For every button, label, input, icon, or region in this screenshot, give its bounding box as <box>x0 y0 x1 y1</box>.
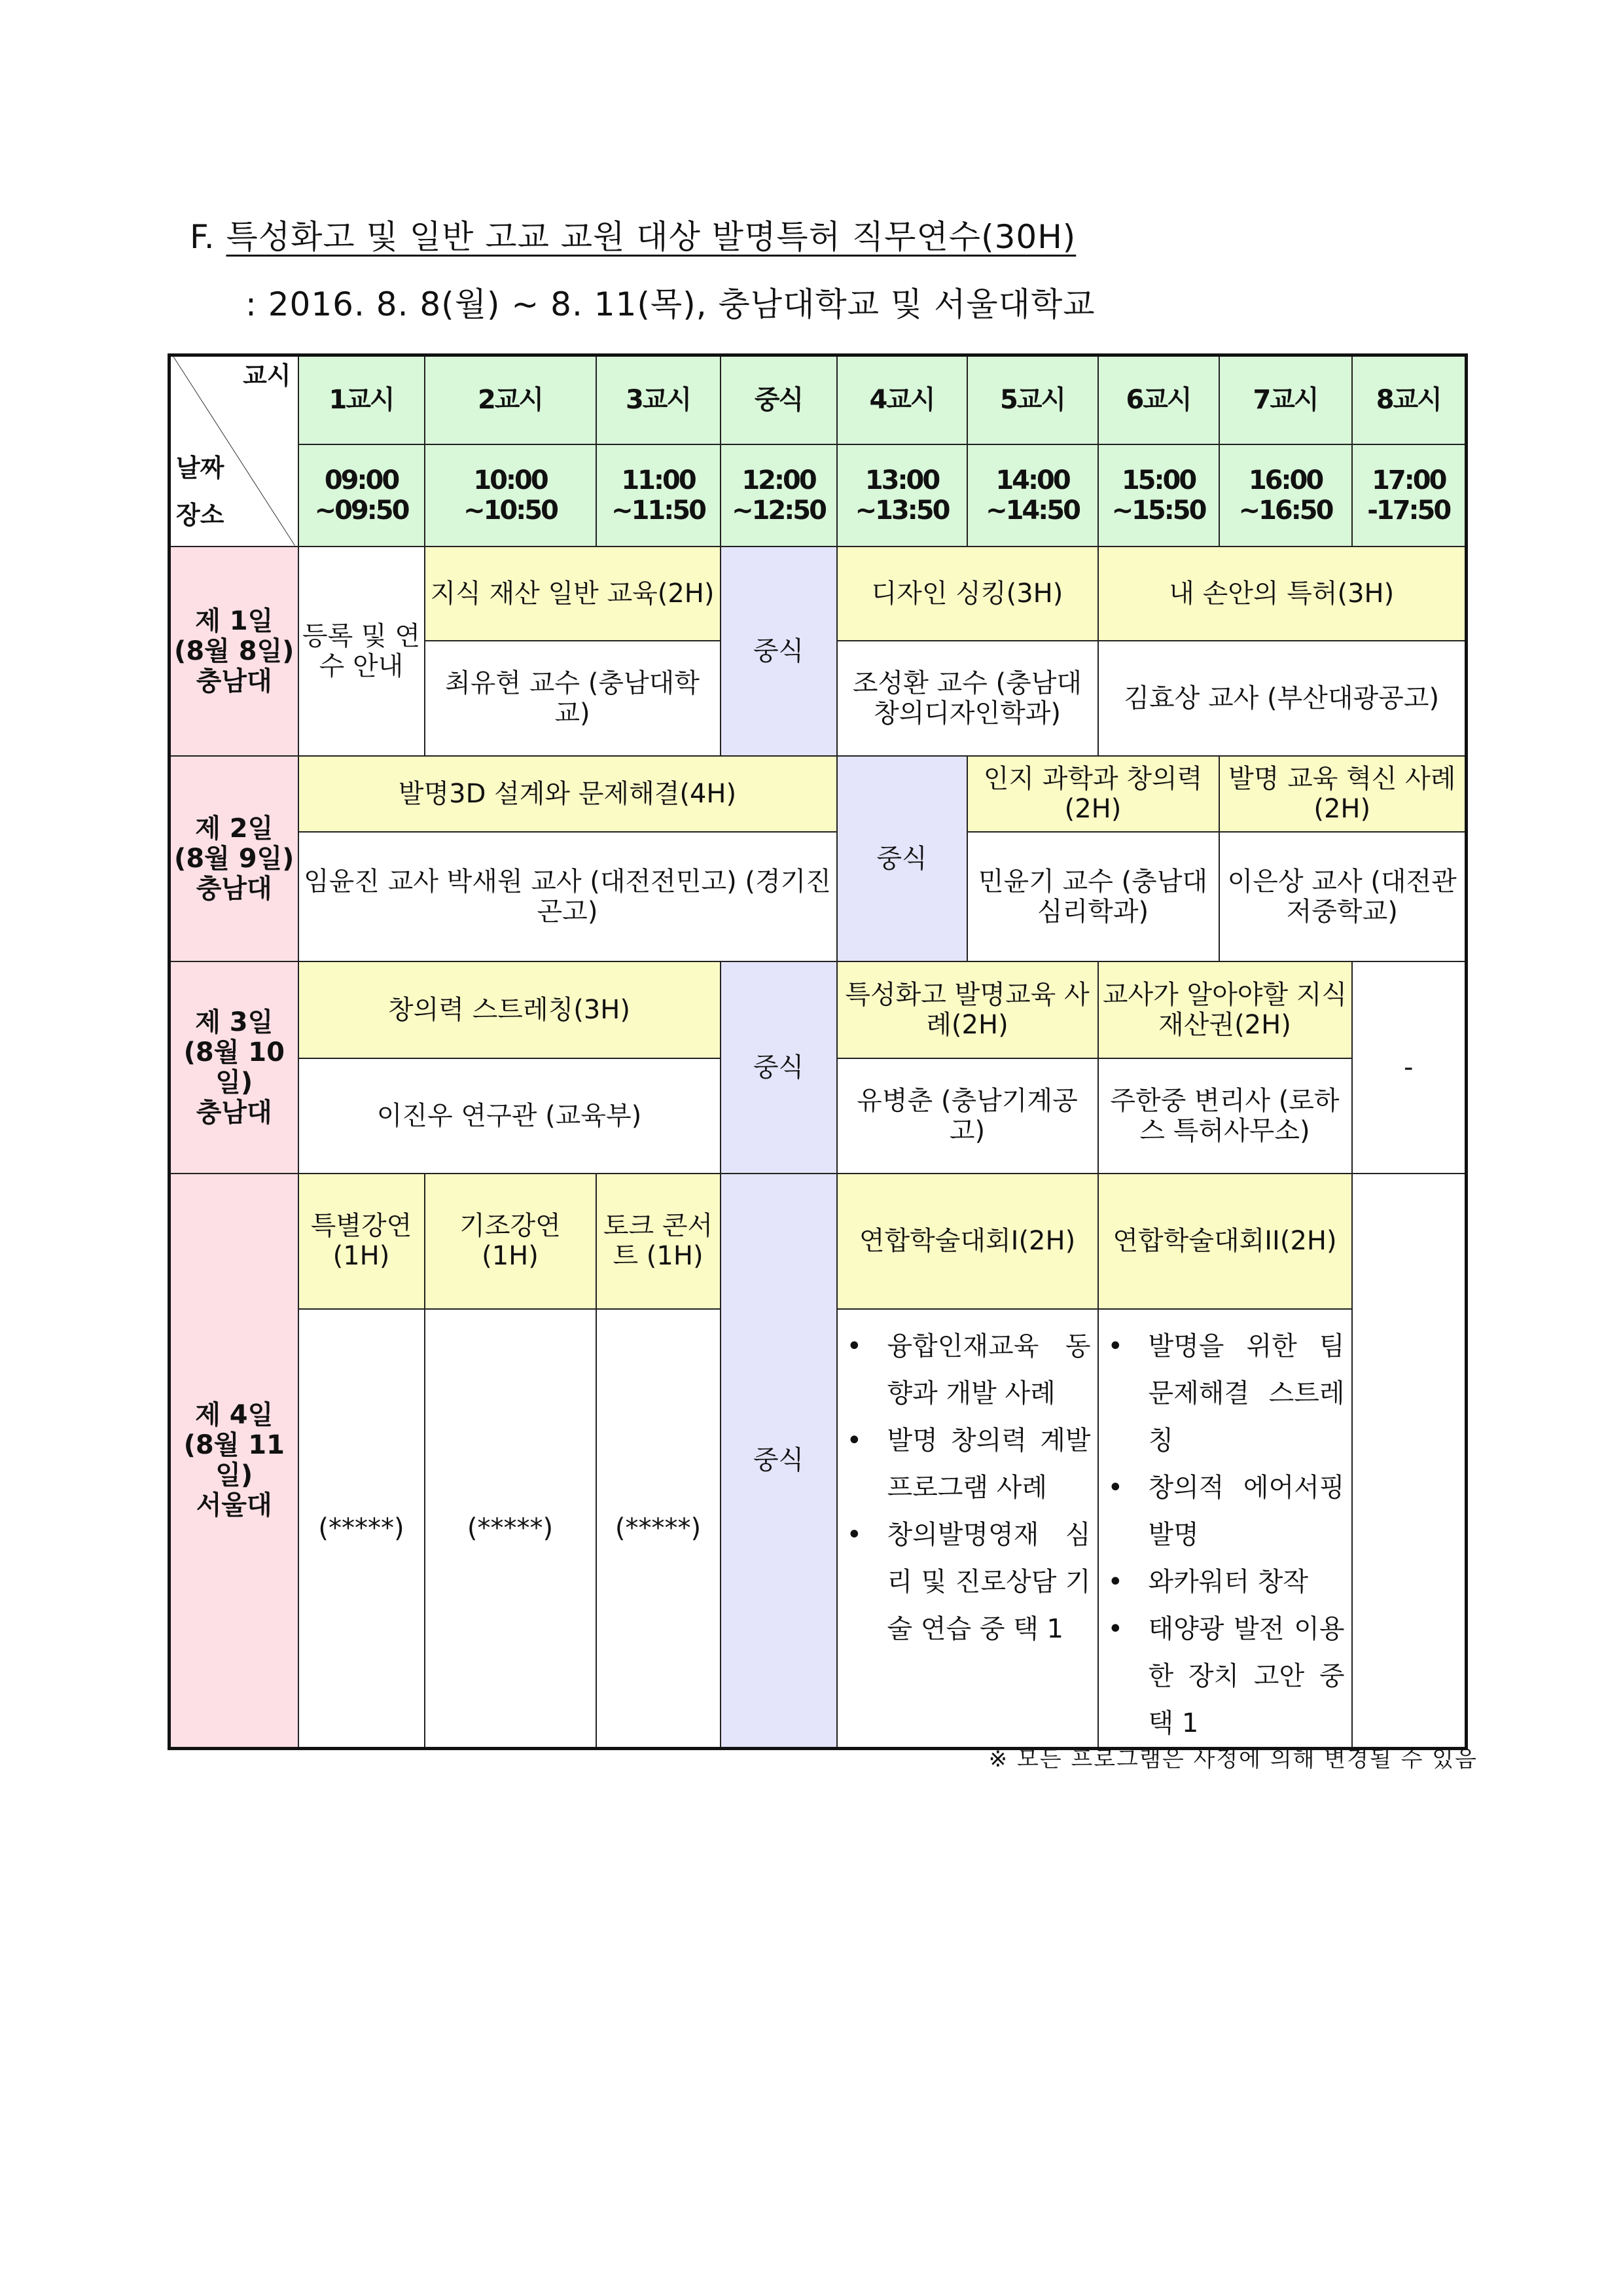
day4-talk-concert: 토크 콘서트 (1H) <box>596 1174 721 1309</box>
day4-special-lecture: 특별강연 (1H) <box>298 1174 425 1309</box>
period-8-time: 17:00 -17:50 <box>1352 444 1467 547</box>
day4-conference2-topic: 연합학술대회II(2H) <box>1098 1174 1352 1309</box>
day1-session2-topic: 디자인 싱킹(3H) <box>837 547 1098 641</box>
day4-conference1-items <box>837 1309 1098 1749</box>
lunch-header: 중식 <box>721 355 837 444</box>
day1-registration: 등록 및 연수 안내 <box>298 547 425 756</box>
day3-session1-lecturer: 이진우 연구관 (교육부) <box>298 1058 721 1174</box>
period-5-header: 5교시 <box>967 355 1098 444</box>
day3-lunch: 중식 <box>721 961 837 1174</box>
list-item: • 창의발명영재 심리 및 진로상담 기술 연습 중 택 1 <box>847 1511 1091 1653</box>
day3-session2-topic: 특성화고 발명교육 사례(2H) <box>837 961 1098 1058</box>
corner-cell <box>169 355 298 547</box>
list-item: • 창의적 에어서핑 발명 <box>1108 1464 1345 1558</box>
section-subtitle: : 2016. 8. 8(월) ~ 8. 11(목), 충남대학교 및 서울대학교 <box>245 285 1096 323</box>
day1-session3-topic: 내 손안의 특허(3H) <box>1098 547 1467 641</box>
day1-label: 제 1일 (8월 8일) 충남대 <box>169 547 298 756</box>
period-7-time: 16:00 ~16:50 <box>1219 444 1352 547</box>
day4-special-placeholder: (*****) <box>298 1309 425 1749</box>
period-7-header: 7교시 <box>1219 355 1352 444</box>
day3-label: 제 3일 (8월 10일) 충남대 <box>169 961 298 1174</box>
schedule-table <box>168 353 1468 1750</box>
day4-lunch: 중식 <box>721 1174 837 1749</box>
corner-period-label: 교시 <box>243 361 291 390</box>
section-title <box>190 211 1076 258</box>
period-2-header: 2교시 <box>425 355 596 444</box>
lunch-time: 12:00 ~12:50 <box>721 444 837 547</box>
day1-session1-topic: 지식 재산 일반 교육(2H) <box>425 547 721 641</box>
day2-session2-lecturer: 민윤기 교수 (충남대 심리학과) <box>967 832 1219 961</box>
day2-label: 제 2일 (8월 9일) 충남대 <box>169 756 298 961</box>
day1-session3-lecturer: 김효상 교사 (부산대광공고) <box>1098 641 1467 756</box>
day2-session3-lecturer: 이은상 교사 (대전관저중학교) <box>1219 832 1467 961</box>
list-item: • 발명 창의력 계발 프로그램 사례 <box>847 1417 1091 1511</box>
day3-session2-lecturer: 유병춘 (충남기계공고) <box>837 1058 1098 1174</box>
day2-session2-topic: 인지 과학과 창의력(2H) <box>967 756 1219 832</box>
list-item: • 융합인재교육 동향과 개발 사례 <box>847 1323 1091 1417</box>
period-6-time: 15:00 ~15:50 <box>1098 444 1219 547</box>
period-3-header: 3교시 <box>596 355 721 444</box>
section-title-text: 특성화고 및 일반 고교 교원 대상 발명특허 직무연수(30H) <box>226 218 1077 256</box>
day4-keynote-placeholder: (*****) <box>425 1309 596 1749</box>
section-letter: F. <box>190 218 226 256</box>
period-6-header: 6교시 <box>1098 355 1219 444</box>
day1-lunch: 중식 <box>721 547 837 756</box>
day2-session1-topic: 발명3D 설계와 문제해결(4H) <box>298 756 837 832</box>
day4-conference1-topic: 연합학술대회I(2H) <box>837 1174 1098 1309</box>
day4-conference2-items <box>1098 1309 1352 1749</box>
period-2-time: 10:00 ~10:50 <box>425 444 596 547</box>
period-1-header: 1교시 <box>298 355 425 444</box>
list-item: • 발명을 위한 팀 문제해결 스트레칭 <box>1108 1323 1345 1464</box>
list-item: • 와카워터 창작 <box>1108 1558 1345 1605</box>
day2-session3-topic: 발명 교육 혁신 사례(2H) <box>1219 756 1467 832</box>
day3-empty-slot: - <box>1352 961 1467 1174</box>
period-8-header: 8교시 <box>1352 355 1467 444</box>
day4-empty-slot <box>1352 1174 1467 1749</box>
day2-lunch: 중식 <box>837 756 967 961</box>
day1-session1-lecturer: 최유현 교수 (충남대학교) <box>425 641 721 756</box>
list-item: • 태양광 발전 이용한 장치 고안 중 택 1 <box>1108 1605 1345 1747</box>
day3-session3-topic: 교사가 알아야할 지식재산권(2H) <box>1098 961 1352 1058</box>
period-4-header: 4교시 <box>837 355 967 444</box>
day1-session2-lecturer: 조성환 교수 (충남대 창의디자인학과) <box>837 641 1098 756</box>
corner-date-place-label: 날짜 장소 <box>176 454 224 530</box>
day4-keynote: 기조강연 (1H) <box>425 1174 596 1309</box>
period-5-time: 14:00 ~14:50 <box>967 444 1098 547</box>
footnote: ※ 모든 프로그램은 사정에 의해 변경될 수 있음 <box>988 1746 1478 1772</box>
period-1-time: 09:00 ~09:50 <box>298 444 425 547</box>
period-4-time: 13:00 ~13:50 <box>837 444 967 547</box>
day2-session1-lecturer: 임윤진 교사 박새원 교사 (대전전민고) (경기진곤고) <box>298 832 837 961</box>
day3-session3-lecturer: 주한중 변리사 (로하스 특허사무소) <box>1098 1058 1352 1174</box>
day4-talk-placeholder: (*****) <box>596 1309 721 1749</box>
day3-session1-topic: 창의력 스트레칭(3H) <box>298 961 721 1058</box>
period-3-time: 11:00 ~11:50 <box>596 444 721 547</box>
day4-label: 제 4일 (8월 11일) 서울대 <box>169 1174 298 1749</box>
